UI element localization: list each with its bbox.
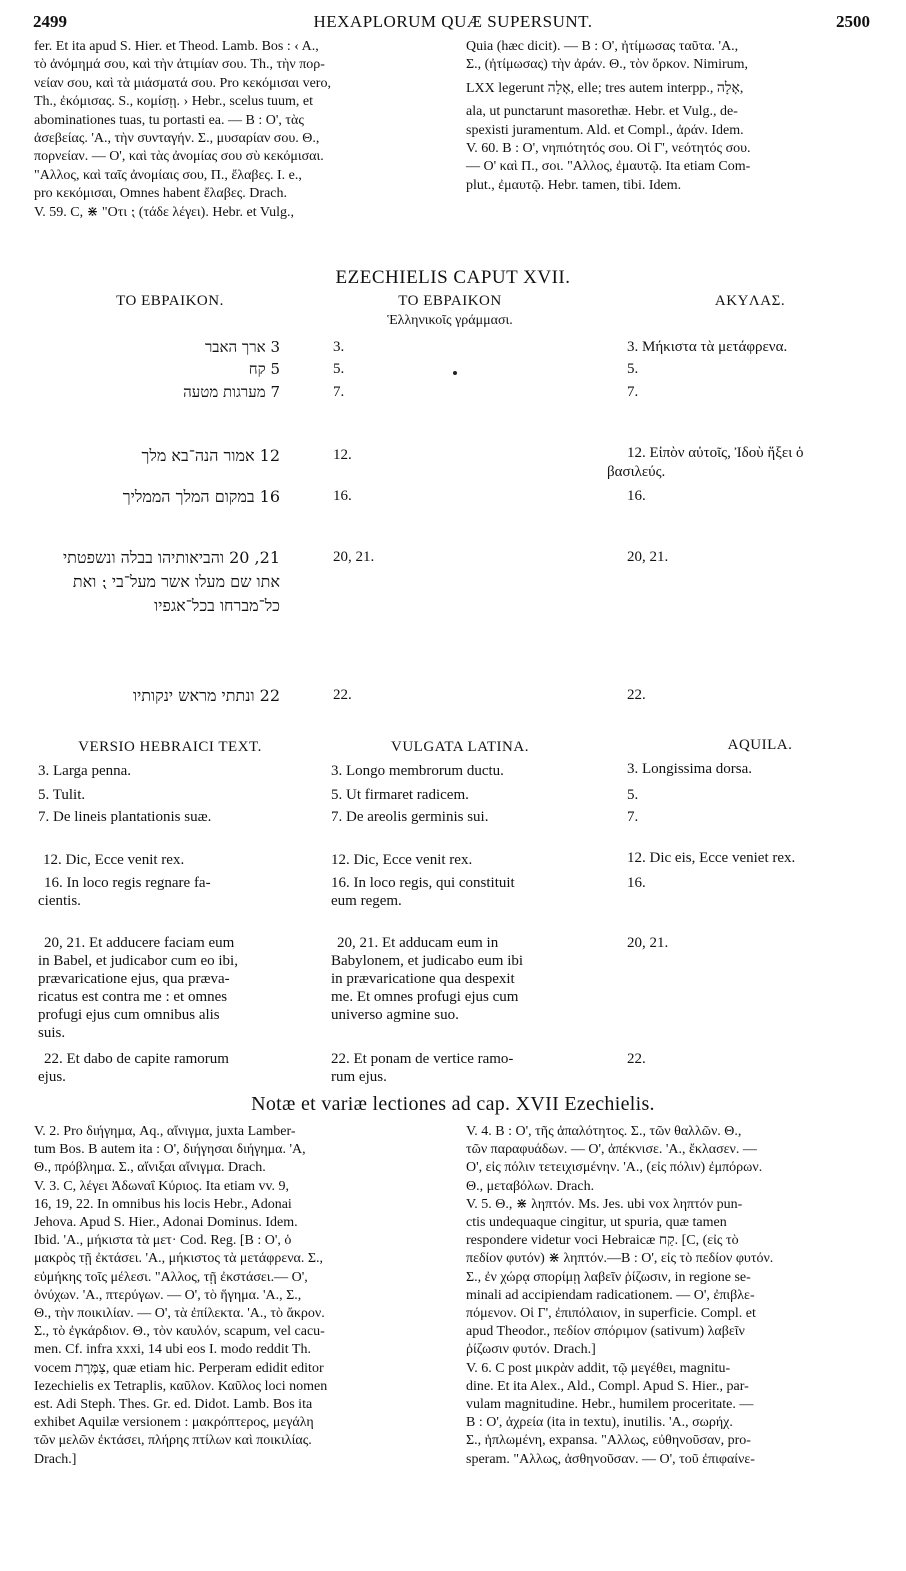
- text-line: 7. De areolis germinis sui.: [331, 809, 489, 825]
- text-line: 3. Longissima dorsa.: [627, 761, 752, 777]
- text-line: respondere videtur voci Hebraicæ קַח. [C, (εἰς τὸ: [466, 1233, 739, 1249]
- notes-right-column: [466, 1123, 878, 1469]
- text-line: 16, 19, 22. In omnibus his locis Hebr., Adonai: [34, 1196, 292, 1212]
- text-line: ala, ut punctarunt masorethæ. Hebr. et Vulg., de-: [466, 104, 738, 120]
- text-line: ῥίζωσιν φυτόν. Drach.]: [466, 1342, 596, 1358]
- text-line: speram. "Αλλως, ἀσθηνοῦσαν. — O', τοῦ ἐπιφαίνε-: [466, 1451, 755, 1467]
- text-line: V. 60. B : O', νηπιότητός σου. Oἱ Γ', νεότητός σου.: [466, 141, 751, 157]
- text-line: ἀσεβείας. 'A., τὴν συνταγήν. Σ., μυσαρίαν σου. Θ.,: [34, 131, 320, 147]
- text-line: tum Bos. B autem ita : O', διήγησαι διήγημα. 'A,: [34, 1142, 306, 1158]
- verse-cell: 7.: [333, 384, 345, 400]
- text-line: suis.: [38, 1025, 66, 1041]
- column-subheader: Ἑλληνικοῖς γράμμασι.: [387, 313, 513, 328]
- text-line: Ibid. 'A., μήκιστα τὰ μετ· Cod. Reg. [B : O', ὁ: [34, 1233, 292, 1249]
- notes-left-column: [34, 1123, 446, 1469]
- verse-cell: 20, 21.: [333, 549, 375, 565]
- versio-cell: [38, 762, 302, 780]
- aquila-latin-cell: [627, 1050, 877, 1068]
- text-line: fer. Et ita apud S. Hier. et Theod. Lamb. Bos : ‹ A.,: [34, 39, 319, 54]
- text-line: 3. Larga penna.: [38, 763, 132, 779]
- text-line: in prævaricatione qua despexit: [331, 971, 515, 987]
- aquila-latin-cell: [627, 808, 877, 826]
- text-line: V. 3. C, λέγει Ἀδωναΐ Κύριος. Ita etiam vv. 9,: [34, 1178, 290, 1194]
- hebrew-cell-continued: כל־מברחו בכל־אגפיו: [154, 596, 280, 615]
- text-line: V. 4. B : O', τῆς ἁπαλότητος. Σ., τῶν θαλλῶν. Θ.,: [466, 1124, 742, 1139]
- text-line: νείαν σου, καὶ τὰ μιάσματά σου. Pro κεκόμισαι vero,: [34, 75, 331, 91]
- text-line: 12. Dic eis, Ecce veniet rex.: [627, 850, 796, 866]
- text-line: εὐμήκης τοῖς μέλεσι. "Αλλος, τῇ ἐκστάσει.— O',: [34, 1269, 308, 1285]
- ink-speck: [453, 371, 457, 375]
- text-line: V. 59. C, ⋇ "Οτι ⁏ (τάδε λέγει). Hebr. et Vulg.,: [34, 204, 295, 220]
- vulgata-cell: [331, 762, 596, 780]
- versio-cell: [38, 1050, 302, 1086]
- text-line: Σ., ἐν χώρᾳ σπορίμῃ λαβεῖν ῥίζωσιν, in regione se-: [466, 1269, 751, 1285]
- text-line: 20, 21. Et adducere faciam eum: [44, 935, 235, 951]
- text-line: 12. Dic, Ecce venit rex.: [43, 852, 185, 868]
- text-line: 16. In loco regis, qui constituit: [331, 875, 515, 891]
- text-line: Jehova. Apud S. Hier., Adonai Dominus. Idem.: [34, 1215, 298, 1231]
- top-right-column: [466, 38, 878, 195]
- vulgata-cell: [331, 874, 596, 910]
- hebrew-cell-continued: אתו שם מעלו אשר מעל־בי ⁏ ואת: [72, 572, 280, 591]
- text-line: 22. Et ponam de vertice ramo-: [331, 1051, 514, 1067]
- text-line: spexisti juramentum. Ald. et Compl., ἀράν. Idem.: [466, 122, 744, 138]
- aquila-latin-cell: [627, 760, 877, 778]
- text-line: Σ., τὸ ἐγκάρδιον. Θ., τὸν καυλόν, scapum, vel cacu-: [34, 1324, 325, 1340]
- text-line: μακρὸς τῇ ἐκτάσει. 'A., μήκιστος τὰ μετάφρενα. Σ.,: [34, 1251, 324, 1267]
- aquila-cell: 7.: [627, 384, 639, 400]
- aquila-cell: 20, 21.: [627, 549, 669, 565]
- verse-cell: 12.: [333, 447, 352, 463]
- text-line: 22. Et dabo de capite ramorum: [44, 1051, 229, 1067]
- vulgata-cell: [331, 934, 596, 1024]
- text-line: V. 6. C post μικρὰν addit, τῷ μεγέθει, magnitu-: [466, 1360, 731, 1376]
- text-line: Babylonem, et judicabo eum ibi: [331, 953, 524, 969]
- text-line: exhibet Aquilæ versionem : μακρόπτερος, μεγάλη: [34, 1415, 314, 1431]
- text-line: "Αλλος, καὶ ταῖς ἀνομίαις σου, Π., ἔλαβες. I. e.,: [34, 167, 302, 183]
- text-line: V. 2. Pro διήγημα, Aq., αἴνιγμα, juxta Lamber-: [34, 1124, 296, 1139]
- running-title: HEXAPLORUM QUÆ SUPERSUNT.: [313, 12, 593, 31]
- text-line: minali ad accipiendam radicationem. — O', ἐπιβλε-: [466, 1287, 755, 1303]
- vulgata-cell: [331, 808, 596, 826]
- text-line: πορνείαν. — O', καὶ τὰς ἀνομίας σου σὺ κεκόμισαι.: [34, 149, 324, 165]
- text-line: — O' καὶ Π., σοι. "Αλλος, ἐμαυτῷ. Ita etiam Com-: [466, 159, 751, 175]
- text-line: vulam magnitudine. Hebr., humilem proceritate. —: [466, 1397, 754, 1413]
- versio-cell: [38, 808, 302, 826]
- chapter-title: EZECHIELIS CAPUT XVII.: [335, 267, 571, 288]
- text-line: Σ., (ἠτίμωσας) τὴν ἀράν. Θ., τὸν ὅρκον. Nimirum,: [466, 57, 749, 73]
- versio-cell: [38, 786, 302, 804]
- aquila-latin-cell: [627, 874, 877, 892]
- text-line: 22.: [627, 1051, 646, 1067]
- text-line: V. 5. Θ., ⋇ ληπτόν. Ms. Jes. ubi vox ληπτόν pun-: [466, 1196, 743, 1212]
- text-line: pro κεκόμισαι, Omnes habent ἔλαβες. Drach.: [34, 186, 287, 202]
- text-line: ctis undequaque cingitur, ut spuria, quæ tamen: [466, 1215, 727, 1231]
- text-line: Θ., πρόβλημα. Σ., αἴνιξαι αἴνιγμα. Drach.: [34, 1160, 266, 1176]
- verse-cell: 22.: [333, 687, 352, 703]
- text-line: eum regem.: [331, 893, 402, 909]
- text-line: profugi ejus cum omnibus alis: [38, 1007, 220, 1023]
- text-line: ricatus est contra me : et omnes: [38, 989, 228, 1005]
- hebrew-cell: 5 קח: [248, 360, 280, 378]
- text-line: 5.: [627, 787, 639, 803]
- vulgata-cell: [331, 851, 596, 869]
- text-line: 7.: [627, 809, 639, 825]
- text-line: 20, 21.: [627, 935, 669, 951]
- versio-cell: [38, 934, 302, 1042]
- aquila-cell: 22.: [627, 687, 646, 703]
- text-line: 20, 21. Et adducam eum in: [337, 935, 499, 951]
- column-header-transliteration: TO EBPAIKON: [398, 293, 502, 309]
- aquila-cell-continued: βασιλεύς.: [607, 464, 666, 480]
- text-line: τὸ ἀνόμημά σου, καὶ τὴν ἀτιμίαν σου. Th., τὴν πορ-: [34, 57, 325, 73]
- text-line: 7. De lineis plantationis suæ.: [38, 809, 212, 825]
- text-line: in Babel, et judicabor cum eo ibi,: [38, 953, 238, 969]
- text-line: 16.: [627, 875, 646, 891]
- aquila-cell: 12. Εἰπὸν αὐτοῖς, Ἰδοὺ ἥξει ὁ: [627, 445, 804, 461]
- text-line: 16. In loco regis regnare fa-: [44, 875, 211, 891]
- page-number-left: 2499: [33, 12, 67, 31]
- text-line: men. Cf. infra xxxi, 14 ubi eos I. modo reddit Th.: [34, 1342, 311, 1358]
- notes-title: Notæ et variæ lectiones ad cap. XVII Ezechielis.: [251, 1093, 655, 1115]
- vulgata-cell: [331, 786, 596, 804]
- text-line: abominationes tuas, tu portasti ea. — B : O', τὰς: [34, 112, 304, 128]
- text-line: O', εἰς πόλιν τετειχισμένην. 'A., (εἰς πόλιν) ἐμπόρων.: [466, 1160, 763, 1176]
- aquila-cell: 3. Μήκιστα τὰ μετάφρενα.: [627, 339, 788, 355]
- text-line: Θ., τὴν ποικιλίαν. — O', τὰ ἐπίλεκτα. 'A., τὸ ἄκρον.: [34, 1306, 325, 1322]
- text-line: Σ., ἡπλωμένη, expansa. "Αλλως, εὐθηνοῦσαν, pro-: [466, 1433, 751, 1449]
- verse-cell: 5.: [333, 361, 345, 377]
- aquila-cell: 16.: [627, 488, 646, 504]
- top-left-column: [34, 38, 446, 222]
- text-line: πεδίον φυτόν) ⋇ ληπτόν.—B : O', εἰς τὸ πεδίον φυτόν.: [466, 1251, 774, 1267]
- vulgata-cell: [331, 1050, 596, 1086]
- text-line: prævaricatione ejus, qua præva-: [38, 971, 230, 987]
- text-line: cientis.: [38, 893, 81, 909]
- hebrew-cell: 21, 20 והביאותיהו בבלה ונשפטתי: [62, 548, 280, 567]
- column-header-versio: VERSIO HEBRAICI TEXT.: [78, 739, 262, 755]
- text-line: me. Et omnes profugi ejus cum: [331, 989, 519, 1005]
- text-line: ejus.: [38, 1069, 66, 1085]
- text-line: apud Theodor., πεδίον σπόριμον (sativum) λαβεῖν: [466, 1324, 745, 1340]
- text-line: Θ., μεταβόλων. Drach.: [466, 1178, 595, 1194]
- text-line: dine. Et ita Alex., Ald., Compl. Apud S. Hier., par-: [466, 1378, 749, 1394]
- text-line: plut., ἐμαυτῷ. Hebr. tamen, tibi. Idem.: [466, 177, 682, 193]
- text-line: 5. Tulit.: [38, 787, 86, 803]
- versio-cell: [38, 874, 302, 910]
- hebrew-cell: 3 ארך האבר: [204, 338, 280, 356]
- text-line: τῶν παραφυάδων. — O', ἀπέκνισε. 'A., ἔκλασεν. —: [466, 1142, 757, 1158]
- text-line: rum ejus.: [331, 1069, 387, 1085]
- aquila-cell: 5.: [627, 361, 639, 377]
- text-line: πόμενον. Oἱ Γ', ἐπιπόλαιον, in superficie. Compl. et: [466, 1306, 756, 1322]
- aquila-latin-cell: [627, 934, 877, 952]
- text-line: Iezechielis ex Tetraplis, καῦλον. Καῦλος loci nomen: [34, 1378, 328, 1394]
- text-line: vocem צַמֶּרֶת, quæ etiam hic. Perperam edidit editor: [34, 1360, 324, 1376]
- text-line: 5. Ut firmaret radicem.: [331, 787, 469, 803]
- text-line: ὀνύχων. 'A., πτερύγων. — O', τὸ ἥγημα. 'A., Σ.,: [34, 1287, 302, 1303]
- text-line: LXX legerunt אָלָה, elle; tres autem interpp., אָלָה,: [466, 80, 744, 96]
- text-line: est. Adi Steph. Thes. Gr. ed. Didot. Lamb. Bos ita: [34, 1397, 313, 1413]
- text-line: B : O', ἀχρεία (ita in textu), inutilis. 'A., σωρήχ.: [466, 1415, 733, 1431]
- text-line: Drach.]: [34, 1451, 77, 1467]
- column-header-aquila-latin: AQUILA.: [727, 737, 793, 753]
- hebrew-cell: 7 מערגות מטעה: [183, 383, 280, 401]
- hebrew-cell: 22 ונתתי מראש ינקותיו: [133, 686, 280, 705]
- text-line: τῶν μελῶν ἐκτάσει, πλήρης πτίλων καὶ ποικιλίας.: [34, 1433, 312, 1449]
- column-header-vulgata: VULGATA LATINA.: [391, 739, 529, 755]
- text-line: universo agmine suo.: [331, 1007, 459, 1023]
- text-line: Quia (hæc dicit). — B : O', ἠτίμωσας ταῦτα. 'A.,: [466, 39, 739, 54]
- aquila-latin-cell: [627, 786, 877, 804]
- text-line: 12. Dic, Ecce venit rex.: [331, 852, 473, 868]
- text-line: Th., ἐκόμισας. S., κομίσῃ. › Hebr., scelus tuum, et: [34, 94, 314, 110]
- verse-cell: 16.: [333, 488, 352, 504]
- hebrew-cell: 12 אמור הנה־בא מלך: [141, 446, 280, 465]
- text-line: 3. Longo membrorum ductu.: [331, 763, 504, 779]
- hebrew-cell: 16 במקום המלך הממליך: [122, 487, 280, 506]
- versio-cell: [43, 851, 303, 869]
- column-header-hebrew: TO EBPAIKON.: [116, 293, 224, 309]
- column-header-aquila: AKYΛΑΣ.: [714, 293, 786, 309]
- verse-cell: 3.: [333, 339, 345, 355]
- page-number-right: 2500: [836, 12, 870, 31]
- aquila-latin-cell: [627, 849, 887, 867]
